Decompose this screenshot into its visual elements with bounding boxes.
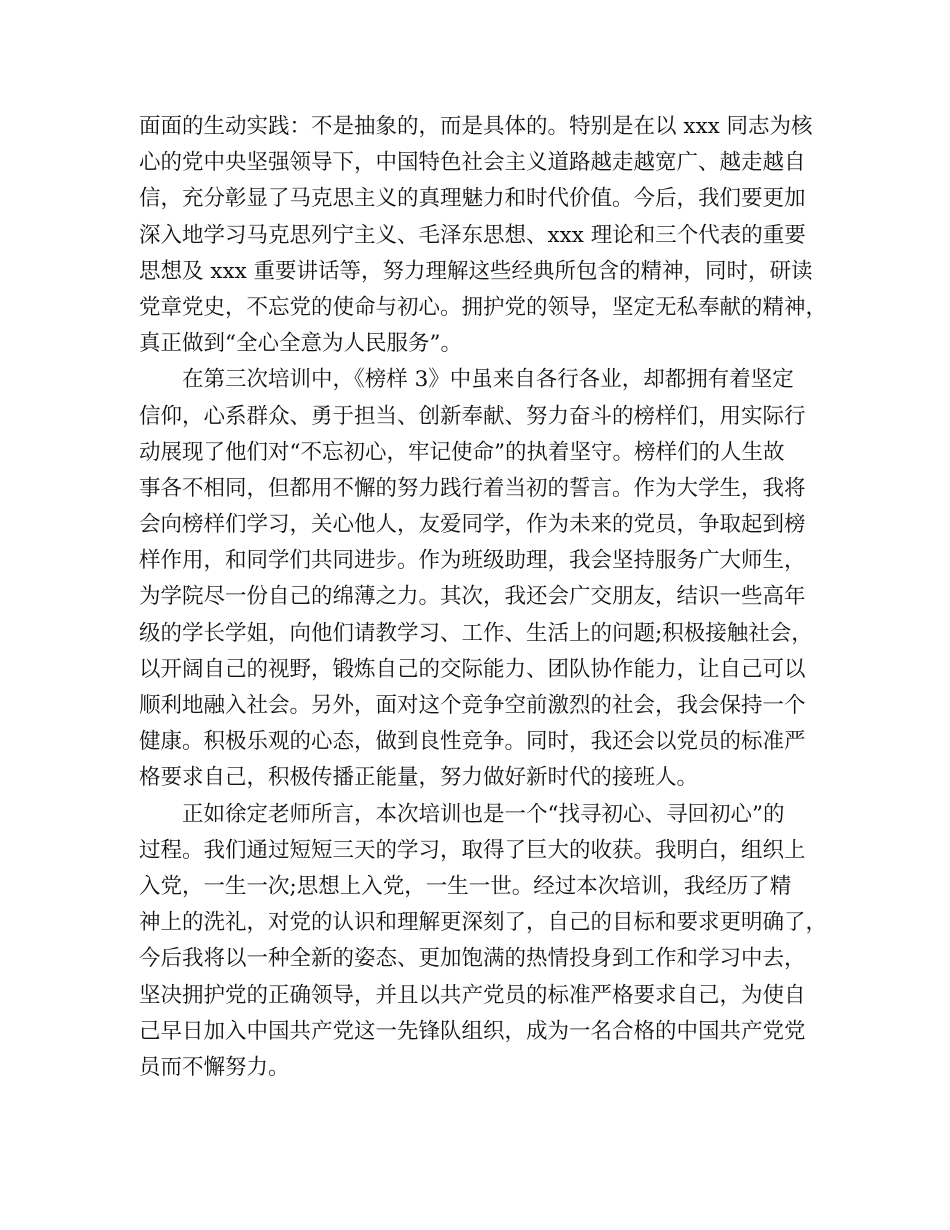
text-line: 坚决拥护党的正确领导，并且以共产党员的标准严格要求自己，为使自: [139, 982, 806, 1008]
text-line: 会向榜样们学习，关心他人，友爱同学，作为未来的党员，争取起到榜: [139, 512, 806, 538]
text-line: 信，充分彰显了马克思主义的真理魅力和时代价值。今后，我们要更加: [139, 186, 806, 212]
paragraph: [139, 109, 839, 362]
text-line: 信仰，心系群众、勇于担当、创新奉献、努力奋斗的榜样们，用实际行: [139, 403, 806, 429]
text-line: 员而不懈努力。: [139, 1054, 290, 1080]
text-line: 己早日加入中国共产党这一先锋队组织，成为一名合格的中国共产党党: [139, 1018, 806, 1044]
text-line: 健康。积极乐观的心态，做到良性竞争。同时，我还会以党员的标准严: [139, 729, 806, 755]
text-line: 入党，一生一次;思想上入党，一生一世。经过本次培训，我经历了精: [139, 873, 792, 899]
text-line: 事各不相同，但都用不懈的努力践行着当初的誓言。作为大学生，我将: [139, 475, 806, 501]
text-line: 样作用，和同学们共同进步。作为班级助理，我会坚持服务广大师生，: [139, 548, 806, 574]
text-line: 思想及 xxx 重要讲话等，努力理解这些经典所包含的精神，同时，研读: [139, 258, 813, 284]
text-line: 党章党史，不忘党的使命与初心。拥护党的领导，坚定无私奉献的精神，: [139, 294, 828, 320]
text-line: 格要求自己，积极传播正能量，努力做好新时代的接班人。: [139, 765, 699, 791]
text-line: 心的党中央坚强领导下，中国特色社会主义道路越走越宽广、越走越自: [139, 150, 806, 176]
text-line: 过程。我们通过短短三天的学习，取得了巨大的收获。我明白，组织上: [139, 837, 806, 863]
text-line: 深入地学习马克思列宁主义、毛泽东思想、xxx 理论和三个代表的重要: [139, 222, 806, 248]
text-line: 面面的生动实践：不是抽象的，而是具体的。特别是在以 xxx 同志为核: [139, 114, 813, 139]
text-line: 动展现了他们对“不忘初心，牢记使命”的执着坚守。榜样们的人生故: [139, 439, 785, 465]
text-line: 以开阔自己的视野，锻炼自己的交际能力、团队协作能力，让自己可以: [139, 656, 806, 682]
document-body: [139, 109, 839, 1086]
text-line: 真正做到“全心全意为人民服务”。: [139, 331, 462, 357]
paragraph: [139, 362, 839, 796]
text-line: 为学院尽一份自己的绵薄之力。其次，我还会广交朋友，结识一些高年: [139, 584, 806, 610]
text-line: 神上的洗礼，对党的认识和理解更深刻了，自己的目标和要求更明确了，: [139, 910, 828, 936]
text-line: 正如徐定老师所言，本次培训也是一个“找寻初心、寻回初心”的: [139, 801, 785, 827]
text-line: 今后我将以一种全新的姿态、更加饱满的热情投身到工作和学习中去，: [139, 946, 806, 972]
paragraph: [139, 797, 839, 1087]
text-line: 顺利地融入社会。另外，面对这个竞争空前激烈的社会，我会保持一个: [139, 693, 806, 718]
text-line: 级的学长学姐，向他们请教学习、工作、生活上的问题;积极接触社会，: [139, 620, 813, 646]
text-line: 在第三次培训中，《榜样 3》中虽来自各行各业，却都拥有着坚定: [139, 367, 794, 393]
